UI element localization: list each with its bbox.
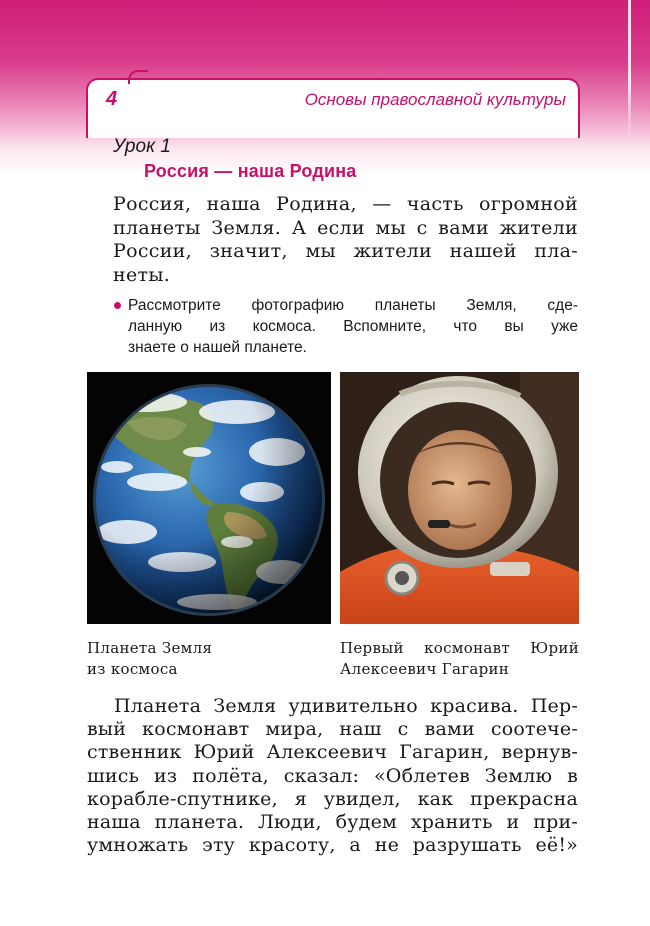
caption-line: из космоса [87, 660, 178, 678]
cosmonaut-illustration [340, 372, 579, 624]
intro-line: неты. [113, 263, 171, 286]
header-tab-notch [128, 70, 148, 84]
body-line: корабле-спутнике, я увидел, как прекрасна [87, 787, 578, 810]
earth-photo [87, 372, 331, 624]
body-line: ственник Юрий Алексеевич Гагарин, вернув- [87, 741, 578, 764]
bullet-dot-icon [114, 302, 121, 309]
intro-line: Россия, наша Родина, — часть огромной [113, 193, 578, 215]
gagarin-photo-caption [340, 638, 579, 680]
body-line: вый космонавт мира, наш с вами соотече- [87, 718, 578, 741]
caption-line: Алексеевич Гагарин [340, 660, 510, 678]
body-line: умножать эту красоту, а не разрушать её!» [87, 834, 578, 857]
body-paragraph [87, 695, 578, 857]
body-line: шись из полёта, сказал: «Облетев Землю в [87, 764, 578, 787]
lesson-title: Россия — наша Родина [144, 161, 357, 181]
lesson-label: Урок 1 [113, 136, 171, 157]
task-line: ланную из космоса. Вспомните, что вы уже [128, 318, 578, 335]
task-line: Рассмотрите фотографию планеты Земля, сде- [128, 297, 578, 314]
page-edge-rule [628, 0, 631, 140]
task-item [128, 295, 578, 358]
caption-line: Первый космонавт Юрий [340, 639, 579, 657]
caption-line: Планета Земля [87, 639, 213, 657]
body-line: наша планета. Люди, будем хранить и при- [87, 811, 578, 834]
earth-photo-caption [87, 638, 331, 680]
task-line: знаете о нашей планете. [128, 339, 307, 356]
running-title: Основы православной культуры [304, 90, 566, 109]
intro-line: планеты Земля. А если мы с вами жители [113, 216, 578, 239]
intro-paragraph [113, 193, 578, 287]
intro-line: России, значит, мы жители нашей пла- [113, 240, 578, 262]
page-number: 4 [106, 88, 118, 110]
gagarin-photo [340, 372, 579, 624]
earth-illustration [87, 372, 331, 624]
body-line: Планета Земля удивительно красива. Пер- [114, 695, 578, 717]
